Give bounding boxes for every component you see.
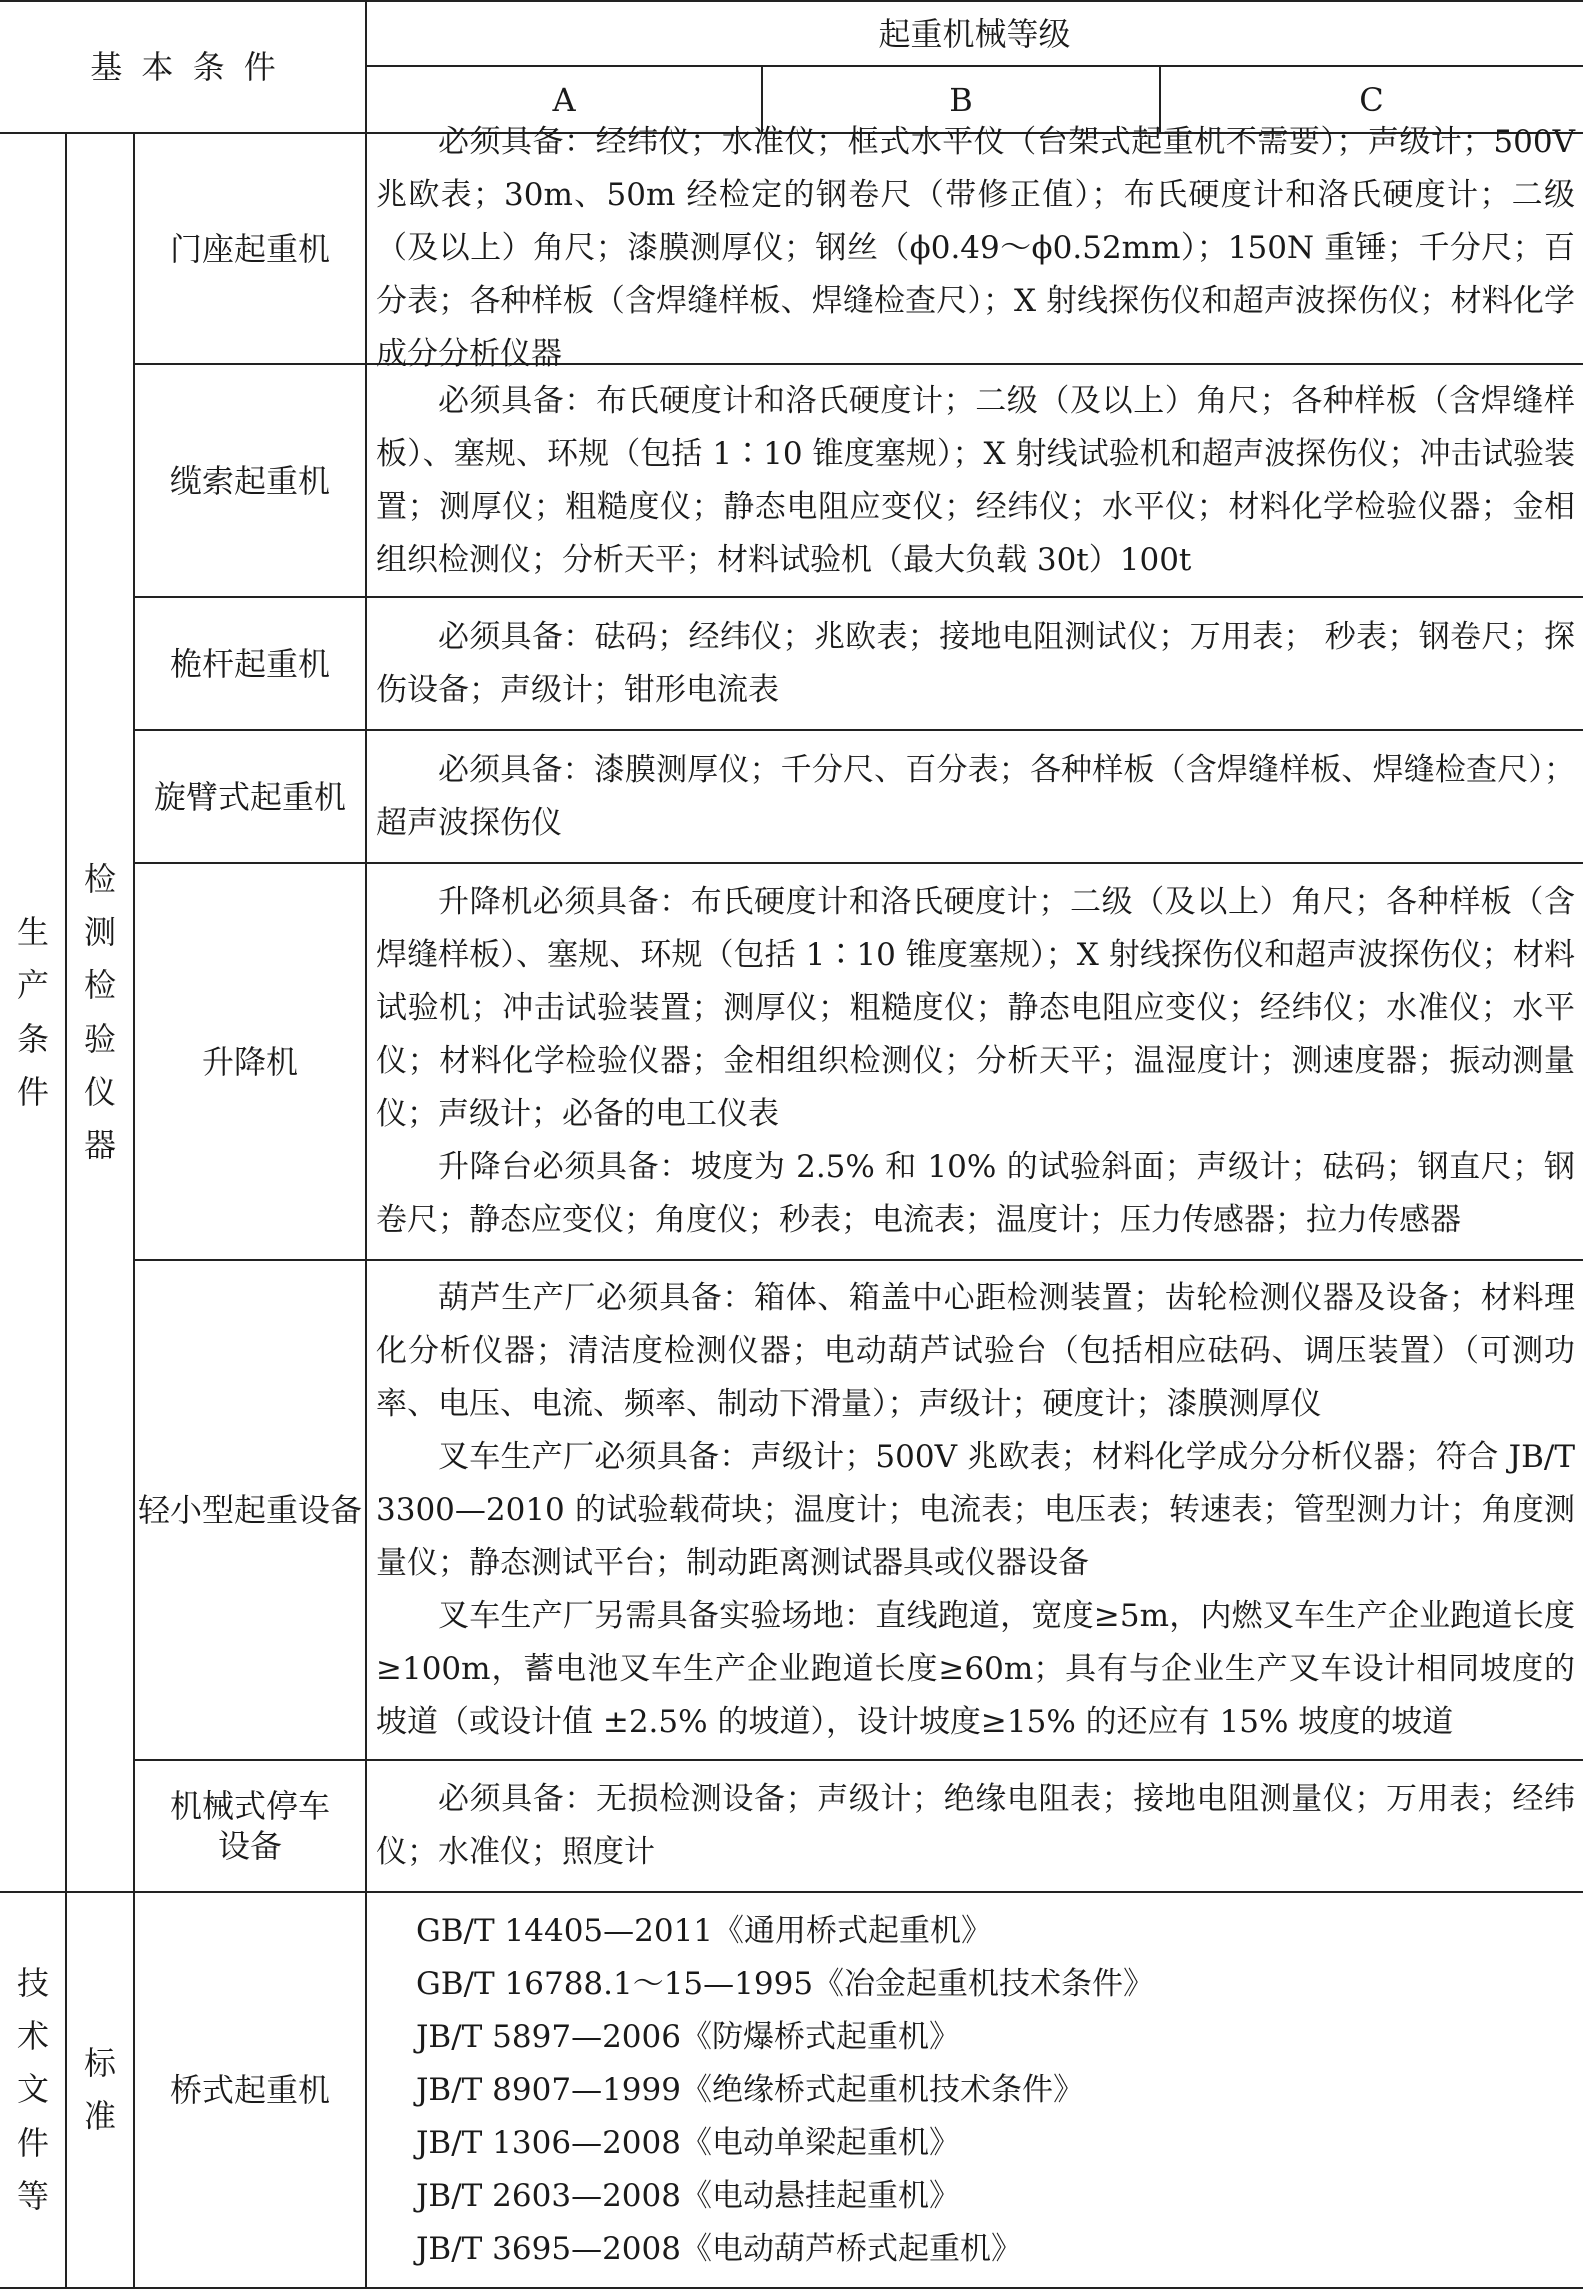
requirement-text: 叉车生产厂必须具备：声级计；500V 兆欧表；材料化学成分分析仪器；符合 JB/T 3300—2010 的试验载荷块；温度计；电流表；电压表；转速表；管型测力计；角度测量仪；静态测试平台；制动距离测试器具或仪器设备 — [376, 1438, 1575, 1581]
row-desc-elevator — [368, 863, 1583, 1260]
standard-item: JB/T 3695—2008《电动葫芦桥式起重机》 — [416, 2230, 1022, 2267]
row-name-portal-crane: 门座起重机 — [169, 229, 330, 268]
standard-item: GB/T 16788.1～15—1995《冶金起重机技术条件》 — [416, 1965, 1155, 2002]
standards-list — [368, 1892, 1583, 2288]
basic-conditions-header: 基本条件 — [90, 48, 295, 86]
requirement-text: 必须具备：经纬仪；水准仪；框式水平仪（台架式起重机不需要）；声级计；500V 兆欧表；30m、50m 经检定的钢卷尺（带修正值）；布氏硬度计和洛氏硬度计；二级（及以上）角尺；漆膜测厚仪；钢丝（ϕ0.49～ϕ0.52mm）；150N 重锤；千分尺；百分表；各种样板（含焊缝样板、焊缝检查尺）；X 射线探伤仪和超声波探伤仪；材料化学成分分析仪器 — [376, 124, 1575, 372]
requirement-text: 必须具备：布氏硬度计和洛氏硬度计；二级（及以上）角尺；各种样板（含焊缝样板）、塞规、环规（包括 1∶10 锥度塞规）；X 射线试验机和超声波探伤仪；冲击试验装置；测厚仪；粗糙度仪；静态电阻应变仪；经纬仪；水平仪；材料化学检验仪器；金相组织检测仪；分析天平；材料试验机（最大负载 30t）100t — [376, 382, 1575, 578]
row-desc-mechanical-parking — [368, 1760, 1583, 1892]
standard-item: JB/T 2603—2008《电动悬挂起重机》 — [416, 2177, 960, 2214]
grade-c-header: C — [1359, 80, 1384, 119]
row-desc-portal-crane — [368, 124, 1583, 372]
grade-a-header: A — [552, 80, 576, 119]
standard-item: JB/T 8907—1999《绝缘桥式起重机技术条件》 — [416, 2071, 1084, 2108]
grade-b-header: B — [949, 80, 973, 119]
crane-grade-header: 起重机械等级 — [878, 14, 1071, 53]
requirement-text: 必须具备：无损检测设备；声级计；绝缘电阻表；接地电阻测量仪；万用表；经纬仪；水准仪；照度计 — [376, 1781, 1575, 1870]
row-desc-cable-crane — [368, 364, 1583, 597]
standards-label: 标准 — [83, 2043, 116, 2135]
instruments-label: 检测检验仪器 — [83, 860, 116, 1164]
row-name-mast-crane: 桅杆起重机 — [169, 644, 330, 683]
row-name-bridge-crane: 桥式起重机 — [169, 2071, 330, 2109]
requirement-text: 升降台必须具备：坡度为 2.5% 和 10% 的试验斜面；声级计；砝码；钢直尺；钢卷尺；静态应变仪；角度仪；秒表；电流表；温度计；压力传感器；拉力传感器 — [376, 1149, 1575, 1238]
row-name-mechanical-parking: 机械式停车设备 — [170, 1787, 331, 1865]
requirement-text: 葫芦生产厂必须具备：箱体、箱盖中心距检测装置；齿轮检测仪器及设备；材料理化分析仪器；清洁度检测仪器；电动葫芦试验台（包括相应砝码、调压装置）（可测功率、电压、电流、频率、制动下滑量）；声级计；硬度计；漆膜测厚仪 — [376, 1279, 1575, 1422]
requirement-text: 必须具备：砝码；经纬仪；兆欧表；接地电阻测试仪；万用表； 秒表；钢卷尺；探伤设备；声级计；钳形电流表 — [376, 618, 1575, 708]
standard-item: JB/T 1306—2008《电动单梁起重机》 — [416, 2124, 960, 2161]
row-desc-jib-crane — [368, 730, 1583, 863]
requirement-text: 必须具备：漆膜测厚仪；千分尺、百分表；各种样板（含焊缝样板、焊缝检查尺）；超声波探伤仪 — [376, 751, 1575, 841]
standard-item: GB/T 14405—2011《通用桥式起重机》 — [416, 1912, 993, 1949]
tech-docs-label: 技术文件等 — [16, 1964, 49, 2215]
row-desc-light-lifting-equipment — [368, 1260, 1583, 1760]
requirement-text: 升降机必须具备：布氏硬度计和洛氏硬度计；二级（及以上）角尺；各种样板（含焊缝样板）、塞规、环规（包括 1∶10 锥度塞规）；X 射线探伤仪和超声波探伤仪；材料试验机；冲击试验装置；测厚仪；粗糙度仪；静态电阻应变仪；经纬仪；水准仪；水平仪；材料化学检验仪器；金相组织检测仪；分析天平；温湿度计；测速度器；振动测量仪；声级计；必备的电工仪表 — [376, 884, 1575, 1132]
row-desc-mast-crane — [368, 597, 1583, 730]
row-name-jib-crane: 旋臂式起重机 — [153, 777, 346, 816]
row-name-light-lifting-equipment: 轻小型起重设备 — [138, 1491, 363, 1529]
standard-item: JB/T 5897—2006《防爆桥式起重机》 — [416, 2018, 960, 2055]
row-name-elevator: 升降机 — [201, 1042, 298, 1081]
requirement-text: 叉车生产厂另需具备实验场地：直线跑道，宽度≥5m，内燃叉车生产企业跑道长度≥100m，蓄电池叉车生产企业跑道长度≥60m；具有与企业生产叉车设计相同坡度的坡道（或设计值 ±2.5% 的坡道），设计坡度≥15% 的还应有 15% 坡度的坡道 — [376, 1597, 1575, 1740]
production-conditions-label: 生产条件 — [16, 913, 49, 1111]
row-name-cable-crane: 缆索起重机 — [169, 461, 330, 500]
